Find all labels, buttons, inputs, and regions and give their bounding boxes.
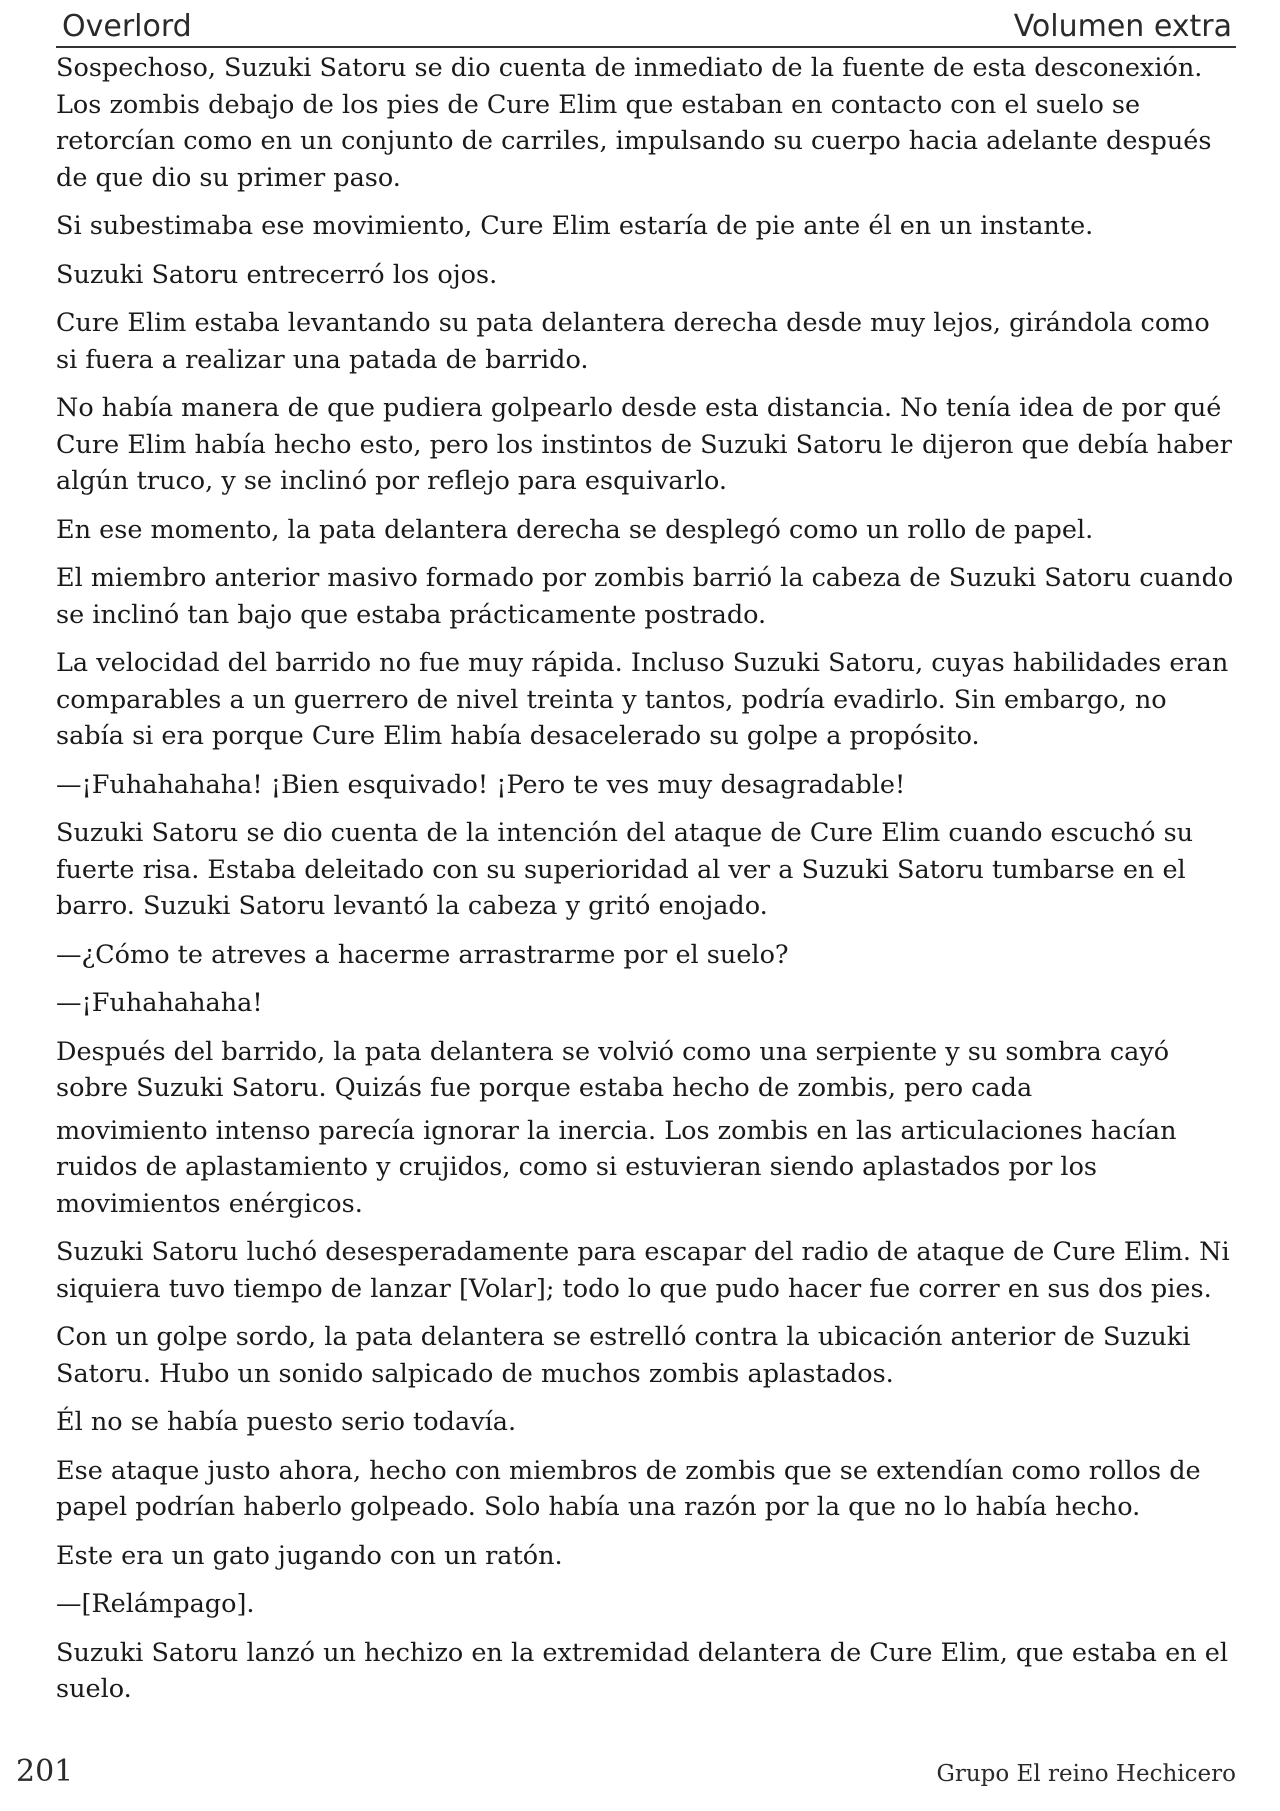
paragraph: El miembro anterior masivo formado por zombis barrió la cabeza de Suzuki Satoru cuando se inclinó tan bajo que estaba prácticamente postrado. — [56, 563, 1234, 630]
paragraph: Suzuki Satoru lanzó un hechizo en la extremidad delantera de Cure Elim, que estaba en el suelo. — [56, 1637, 1228, 1704]
page-body — [56, 50, 1236, 1720]
paragraph: Si subestimaba ese movimiento, Cure Elim estaría de pie ante él en un instante. — [56, 211, 1094, 241]
paragraph: No había manera de que pudiera golpearlo desde esta distancia. No tenía idea de por qué Cure Elim había hecho esto, pero los instintos de Suzuki Satoru le dijeron que debía haber algún truco, y se inclinó por reflejo para esquivarlo. — [56, 393, 1232, 496]
paragraph: Después del barrido, la pata delantera se volvió como una serpiente y su sombra cayó sobre Suzuki Satoru. Quizás fue porque estaba hecho de zombis, pero cada — [56, 1036, 1170, 1103]
translation-group: Grupo El reino Hechicero — [936, 1760, 1236, 1787]
book-title: Overlord — [62, 9, 192, 44]
paragraph: Cure Elim estaba levantando su pata delantera derecha desde muy lejos, girándola como si fuera a realizar una patada de barrido. — [56, 308, 1210, 375]
paragraph: Suzuki Satoru se dio cuenta de la intención del ataque de Cure Elim cuando escuchó su fuerte risa. Estaba deleitado con su superioridad al ver a Suzuki Satoru tumbarse en el barro. Suzuki Satoru levantó la cabeza y gritó enojado. — [56, 818, 1194, 921]
paragraph: En ese momento, la pata delantera derecha se desplegó como un rollo de papel. — [56, 514, 1094, 545]
paragraph: Sospechoso, Suzuki Satoru se dio cuenta de inmediato de la fuente de esta desconexión. Los zombis debajo de los pies de Cure Elim que estaban en contacto con el suelo se retorcían como en un conjunto de carriles, impulsando su cuerpo hacia adelante después de que dio su primer paso. — [56, 53, 1212, 193]
page-footer — [16, 1754, 1236, 1789]
paragraph: —¡Fuhahahaha! ¡Bien esquivado! ¡Pero te ves muy desagradable! — [56, 769, 906, 800]
volume-label: Volumen extra — [1013, 9, 1232, 44]
paragraph: —¡Fuhahahaha! — [56, 988, 263, 1018]
paragraph: La velocidad del barrido no fue muy rápida. Incluso Suzuki Satoru, cuyas habilidades eran comparables a un guerrero de nivel treinta y tantos, podría evadirlo. Sin embargo, no sabía si era porque Cure Elim había desacelerado su golpe a propósito. — [56, 648, 1229, 751]
page-header — [56, 6, 1236, 48]
paragraph: Suzuki Satoru entrecerró los ojos. — [56, 259, 498, 290]
paragraph: —¿Cómo te atreves a hacerme arrastrarme por el suelo? — [56, 939, 789, 970]
paragraph: Suzuki Satoru luchó desesperadamente para escapar del radio de ataque de Cure Elim. Ni siquiera tuvo tiempo de lanzar [Volar]; todo lo que pudo hacer fue correr en sus dos pies. — [56, 1237, 1230, 1304]
paragraph: Él no se había puesto serio todavía. — [56, 1407, 517, 1437]
paragraph: Ese ataque justo ahora, hecho con miembros de zombis que se extendían como rollos de papel podrían haberlo golpeado. Solo había una razón por la que no lo había hecho. — [56, 1455, 1201, 1522]
page-number: 201 — [16, 1754, 74, 1789]
paragraph: movimiento intenso parecía ignorar la inercia. Los zombis en las articulaciones hacían ruidos de aplastamiento y crujidos, como si estuvieran siendo aplastados por los movimientos enérgicos. — [56, 1115, 1177, 1219]
paragraph: Con un golpe sordo, la pata delantera se estrelló contra la ubicación anterior de Suzuki Satoru. Hubo un sonido salpicado de muchos zombis aplastados. — [56, 1322, 1191, 1389]
paragraph: Este era un gato jugando con un ratón. — [56, 1540, 563, 1571]
paragraph: —[Relámpago]. — [56, 1589, 255, 1619]
